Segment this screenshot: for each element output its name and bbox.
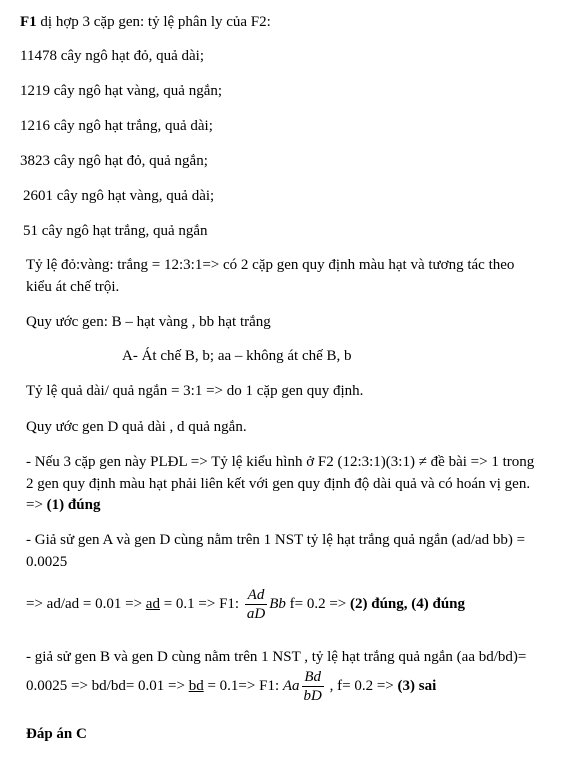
color-ratio-line-1: Tỷ lệ đỏ:vàng: trắng = 12:3:1=> có 2 cặp gen quy định màu hạt và tương tác theo (26, 257, 515, 273)
case-ad-calc-mid: = 0.1 => F1: (159, 595, 243, 612)
case-ad-line-1: - Giả sử gen A và gen D cùng nằm trên 1 NST tỷ lệ hạt trắng quả ngắn (ad/ad bb) = (26, 532, 526, 548)
case-bd-calc-f: , f= 0.2 => (325, 677, 398, 694)
case-bd-fraction (302, 668, 324, 705)
case-bd-line-1: - giả sử gen B và gen D cùng nằm trên 1 NST , tỷ lệ hạt trắng quả ngắn (aa bd/bd)= (26, 649, 527, 665)
convention-b: Quy ước gen: B – hạt vàng , bb hạt trắng (26, 314, 271, 330)
case-bd-frac-num: Bd (302, 668, 324, 687)
pldl-conclusion: (1) đúng (46, 497, 101, 513)
ratio-line-3: 1216 cây ngô hạt trắng, quả dài; (20, 118, 213, 134)
case-ad-calc-prefix: => ad/ad = 0.01 => (26, 595, 146, 612)
intro-line (20, 13, 271, 31)
intro-text: dị hợp 3 cặp gen: tỷ lệ phân ly của F2: (36, 14, 271, 30)
case-bd-calc (26, 668, 436, 705)
case-bd-underlined: bd (188, 677, 204, 694)
case-ad-calc-f: f= 0.2 => (285, 595, 350, 612)
case-bd-frac-prefix: Aa (282, 677, 300, 694)
case-ad-conclusion: (2) đúng, (4) đúng (349, 595, 466, 612)
ratio-line-5: 2601 cây ngô hạt vàng, quả dài; (23, 188, 215, 204)
pldl-arrow: => (26, 497, 47, 513)
case-ad-frac-num: Ad (245, 586, 267, 605)
case-ad-frac-suffix: Bb (269, 595, 286, 612)
case-ad-calc (26, 586, 465, 623)
pldl-line-3 (26, 496, 100, 514)
convention-a: A- Át chế B, b; aa – không át chế B, b (122, 348, 352, 364)
ratio-line-1: 11478 cây ngô hạt đỏ, quả dài; (20, 48, 204, 64)
case-ad-frac-den: aD (246, 606, 266, 622)
convention-d: Quy ước gen D quả dài , d quả ngắn. (26, 419, 247, 435)
answer (26, 725, 87, 743)
color-ratio-line-2: kiểu át chế trội. (26, 279, 120, 295)
case-bd-conclusion: (3) sai (397, 677, 437, 694)
case-ad-underlined: ad (145, 595, 160, 612)
case-bd-calc-prefix: 0.0025 => bd/bd= 0.01 => (26, 677, 189, 694)
shape-ratio: Tỷ lệ quả dài/ quả ngắn = 3:1 => do 1 cặp gen quy định. (26, 383, 364, 399)
pldl-line-2: 2 gen quy định màu hạt phải liên kết với gen quy định độ dài quả và có hoán vị gen. (26, 476, 531, 492)
ratio-line-2: 1219 cây ngô hạt vàng, quả ngắn; (20, 83, 223, 99)
case-ad-line-2: 0.0025 (26, 554, 68, 570)
case-bd-frac-den: bD (303, 688, 322, 704)
ratio-line-4: 3823 cây ngô hạt đỏ, quả ngắn; (20, 153, 208, 169)
answer-text: Đáp án C (26, 726, 87, 742)
case-ad-fraction (245, 586, 267, 623)
ratio-line-6: 51 cây ngô hạt trắng, quả ngắn (23, 223, 208, 239)
case-bd-calc-mid: = 0.1=> F1: (203, 677, 283, 694)
pldl-line-1: - Nếu 3 cặp gen này PLĐL => Tỷ lệ kiểu hình ở F2 (12:3:1)(3:1) ≠ đề bài => 1 trong (26, 454, 535, 470)
intro-bold: F1 (20, 14, 37, 30)
